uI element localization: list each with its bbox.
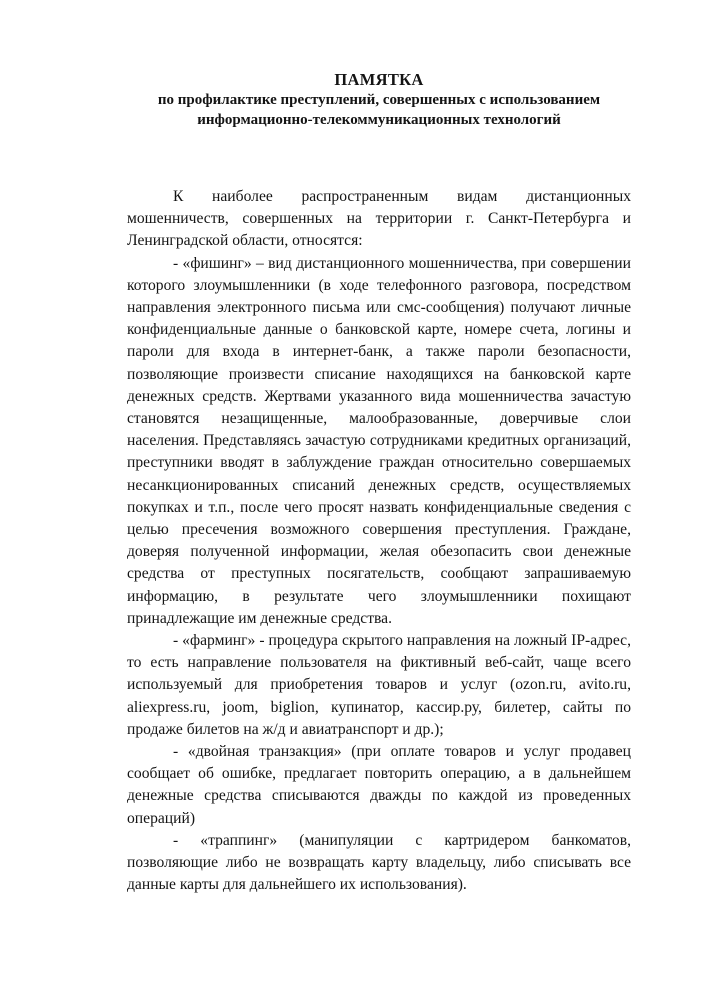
double-transaction-item: - «двойная транзакция» (при оплате товаров и услуг продавец сообщает об ошибке, предлагает повторить операцию, а в дальнейшем денежные средства списываются дважды по каждой из проведенных операций) — [127, 743, 631, 827]
phishing-item: - «фишинг» – вид дистанционного мошенничества, при совершении которого злоумышленники (в ходе телефонного разговора, посредством направления электронного письма или смс-сообщения) получают личные конфиденциальные данные о банковской карте, номере счета, логины и пароли для входа в интернет-банк, а также пароли безопасности, позволяющие произвести списание находящихся на банковской карте денежных средств. Жертвами указанного вида мошенничества зачастую становятся незащищенные, малообразованные, доверчивые слои населения. Представляясь зачастую сотрудниками кредитных организаций, преступники вводят в заблуждение граждан относительно совершаемых несанкционированных списаний денежных средств, осуществляемых покупках и т.п., после чего просят назвать конфиденциальные сведения с целью пресечения возможного совершения преступления. Граждане, доверяя полученной информации, желая обезопасить свои денежные средства от преступных посягательств, сообщают запрашиваемую информацию, в результате чего злоумышленники похищают принадлежащие им денежные средства. — [127, 254, 631, 627]
document-subtitle-line-1: по профилактике преступлений, совершенных с использованием — [157, 92, 601, 108]
trapping-item: - «траппинг» (манипуляции с картридером банкоматов, позволяющие либо не возвращать карту владельцу, либо списывать все данные карты для дальнейшего их использования). — [127, 831, 631, 894]
pharming-item: - «фарминг» - процедура скрытого направления на ложный IP-адрес, то есть направление пользователя на фиктивный веб-сайт, чаще всего используемый для приобретения товаров и услуг (ozon.ru, avito.ru, aliexpress.ru, joom, biglion, купинатор, кассир.ру, билетер, сайты по продаже билетов на ж/д и авиатранспорт и др.); — [127, 632, 631, 738]
document-title: ПАМЯТКА — [334, 70, 424, 89]
document-subtitle-line-2: информационно-телекоммуникационных технологий — [197, 112, 561, 128]
intro-paragraph: К наиболее распространенным видам дистанционных мошенничеств, совершенных на территории г. Санкт-Петербурга и Ленинградской области, относятся: — [127, 188, 631, 250]
document-body — [127, 186, 631, 897]
document-header — [127, 70, 631, 130]
